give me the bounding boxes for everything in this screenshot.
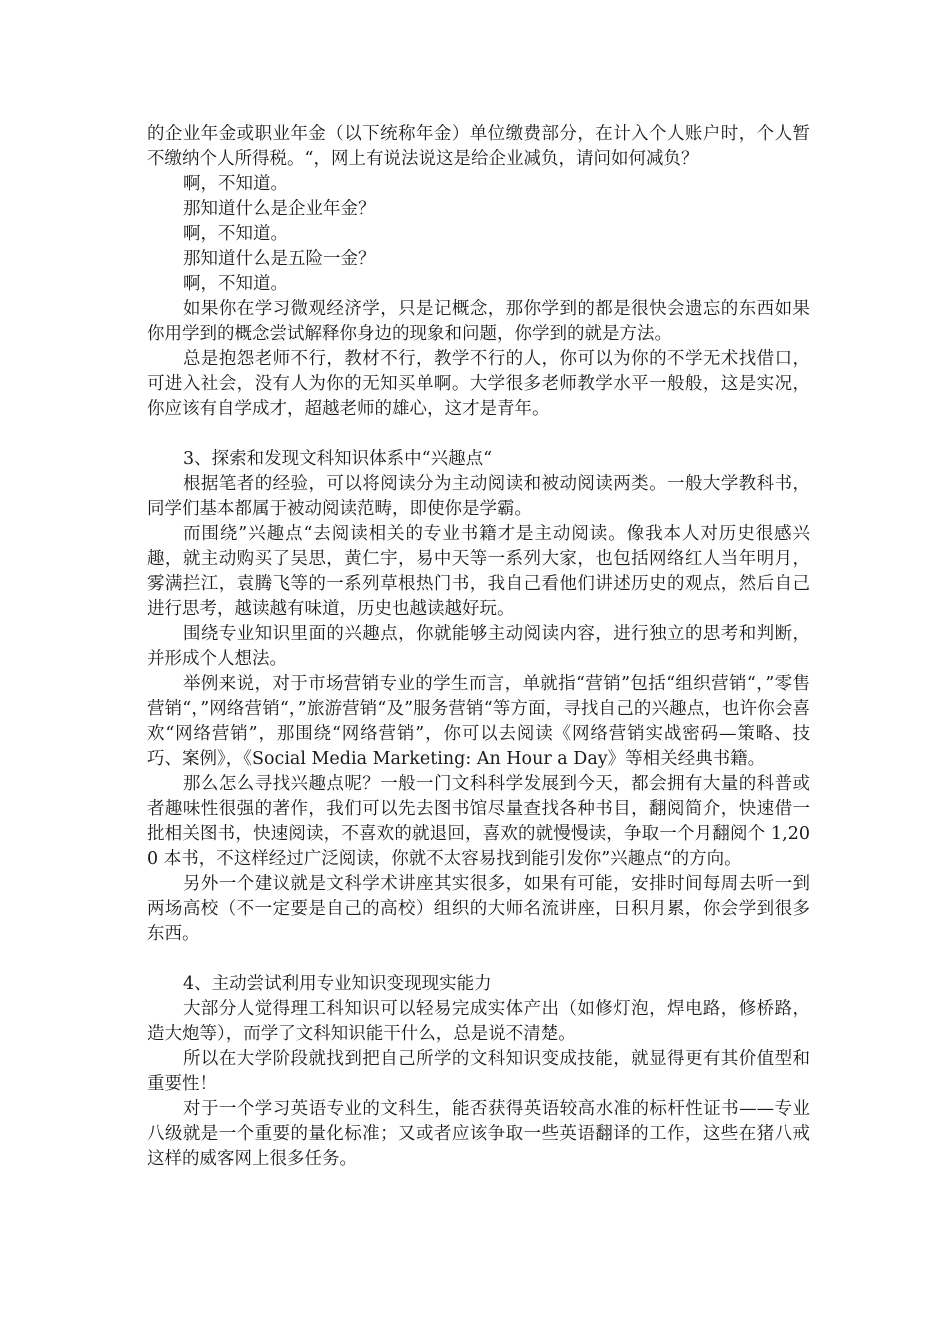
paragraph: 另外一个建议就是文科学术讲座其实很多，如果有可能，安排时间每周去听一到两场高校（不一定要是自己的高校）组织的大师名流讲座，日积月累，你会学到很多东西。 bbox=[147, 874, 810, 944]
paragraph: 啊，不知道。 bbox=[183, 174, 288, 194]
paragraph: 对于一个学习英语专业的文科生，能否获得英语较高水准的标杆性证书——专业八级就是一个重要的量化标准；又或者应该争取一些英语翻译的工作，这些在猪八戒这样的威客网上很多任务。 bbox=[147, 1099, 810, 1169]
paragraph: 的企业年金或职业年金（以下统称年金）单位缴费部分，在计入个人账户时，个人暂不缴纳个人所得税。“，网上有说法说这是给企业减负，请问如何减负？ bbox=[147, 124, 810, 169]
paragraph: 围绕专业知识里面的兴趣点，你就能够主动阅读内容，进行独立的思考和判断，并形成个人想法。 bbox=[147, 624, 810, 669]
paragraph: 所以在大学阶段就找到把自己所学的文科知识变成技能，就显得更有其价值型和重要性！ bbox=[147, 1049, 810, 1094]
paragraph: 大部分人觉得理工科知识可以轻易完成实体产出（如修灯泡，焊电路，修桥路，造大炮等），而学了文科知识能干什么，总是说不清楚。 bbox=[147, 999, 810, 1044]
paragraph: 那知道什么是五险一金？ bbox=[183, 249, 376, 269]
paragraph: 根据笔者的经验，可以将阅读分为主动阅读和被动阅读两类。一般大学教科书，同学们基本都属于被动阅读范畴，即使你是学霸。 bbox=[147, 474, 810, 519]
document-body bbox=[147, 122, 810, 1172]
paragraph: 那知道什么是企业年金？ bbox=[183, 199, 376, 219]
paragraph: 如果你在学习微观经济学，只是记概念，那你学到的都是很快会遗忘的东西如果你用学到的概念尝试解释你身边的现象和问题，你学到的就是方法。 bbox=[147, 299, 810, 344]
paragraph: 那么怎么寻找兴趣点呢？一般一门文科科学发展到今天，都会拥有大量的科普或者趣味性很强的著作，我们可以先去图书馆尽量查找各种书目，翻阅简介，快速借一批相关图书，快速阅读，不喜欢的就退回，喜欢的就慢慢读，争取一个月翻阅个 1,200 本书，不这样经过广泛阅读，你就不太容易找到能引发你”兴趣点“的方向。 bbox=[147, 774, 810, 869]
paragraph: 而围绕”兴趣点“去阅读相关的专业书籍才是主动阅读。像我本人对历史很感兴趣，就主动购买了吴思，黄仁宇，易中天等一系列大家，也包括网络红人当年明月，雾满拦江，袁腾飞等的一系列草根热门书，我自己看他们讲述历史的观点，然后自己进行思考，越读越有味道，历史也越读越好玩。 bbox=[147, 524, 810, 619]
paragraph: 啊，不知道。 bbox=[183, 224, 288, 244]
paragraph: 总是抱怨老师不行，教材不行，教学不行的人，你可以为你的不学无术找借口，可进入社会，没有人为你的无知买单啊。大学很多老师教学水平一般般，这是实况，你应该有自学成才，超越老师的雄心，这才是青年。 bbox=[147, 349, 810, 419]
section-heading: 3、探索和发现文科知识体系中“兴趣点“ bbox=[183, 449, 493, 469]
paragraph: 举例来说，对于市场营销专业的学生而言，单就指“营销”包括“组织营销“，”零售营销“，”网络营销“，”旅游营销“及”服务营销“等方面，寻找自己的兴趣点，也许你会喜欢“网络营销”，那围绕“网络营销”，你可以去阅读《网络营销实战密码—策略、技巧、案例》，《Social Media Marketing: An Hour a Day》等相关经典书籍。 bbox=[147, 674, 810, 769]
paragraph: 啊，不知道。 bbox=[183, 274, 288, 294]
section-heading: 4、主动尝试利用专业知识变现现实能力 bbox=[183, 974, 492, 994]
